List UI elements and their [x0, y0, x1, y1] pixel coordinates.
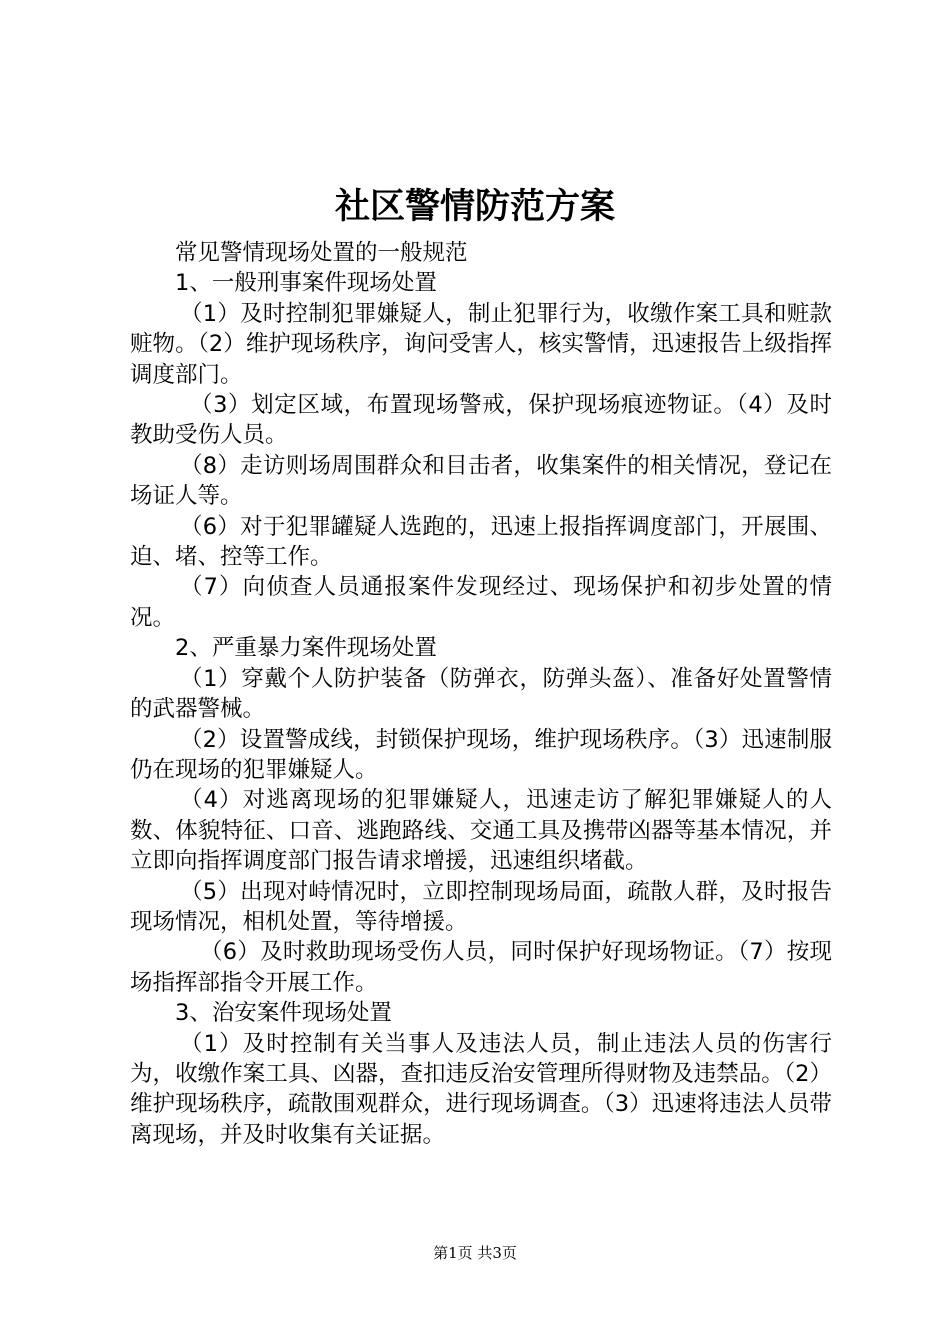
paragraph: （7）向侦查人员通报案件发现经过、现场保护和初步处置的情况。 [130, 574, 832, 631]
section-heading: 常见警情现场处置的一般规范 [175, 240, 468, 266]
paragraph: （8）走访则场周围群众和目击者，收集案件的相关情况，登记在场证人等。 [130, 452, 832, 510]
paragraph: （2）设置警成线，封锁保护现场，维护现场秩序。（3）迅速制服仍在现场的犯罪嫌疑人。 [130, 726, 832, 783]
paragraph: （4）对逃离现场的犯罪嫌疑人，迅速走访了解犯罪嫌疑人的人数、体貌特征、口音、逃跑路线、交通工具及携带凶器等基本情况，并立即向指挥调度部门报告请求增援，迅速组织堵截。 [130, 787, 832, 875]
paragraph: （1）及时控制有关当事人及违法人员，制止违法人员的伤害行为，收缴作案工具、凶器，查扣违反治安管理所得财物及违禁品。（2）维护现场秩序，疏散围观群众，进行现场调查。（3）迅速将违法人员带离现场，并及时收集有关证据。 [130, 1030, 832, 1148]
document-title: 社区警情防范方案 [334, 186, 615, 227]
subsection-heading: 3、治安案件现场处置 [175, 1000, 392, 1027]
subsection-heading: 1、一般刑事案件现场处置 [175, 270, 437, 297]
paragraph: （6）对于犯罪罐疑人选跑的，迅速上报指挥调度部门，开展围、迫、堵、控等工作。 [130, 513, 832, 571]
paragraph: （1）及时控制犯罪嫌疑人，制止犯罪行为，收缴作案工具和赃款赃物。（2）维护现场秩序，询问受害人，核实警情，迅速报告上级指挥调度部门。 [130, 300, 832, 388]
paragraph: （3）划定区域，布置现场警戒，保护现场痕迹物证。（4）及时教助受伤人员。 [130, 392, 832, 449]
paragraph: （5）出现对峙情况时，立即控制现场局面，疏散人群，及时报告现场情况，相机处置，等待增援。 [130, 878, 832, 935]
document-body [130, 238, 832, 1150]
paragraph: （1）穿戴个人防护装备（防弹衣，防弹头盔）、准备好处置警情的武器警械。 [130, 665, 832, 723]
paragraph: （6）及时救助现场受伤人员，同时保护好现场物证。（7）按现场指挥部指令开展工作。 [130, 939, 832, 996]
subsection-heading: 2、严重暴力案件现场处置 [175, 635, 437, 662]
page-footer: 第1页 共3页 [433, 1244, 517, 1262]
